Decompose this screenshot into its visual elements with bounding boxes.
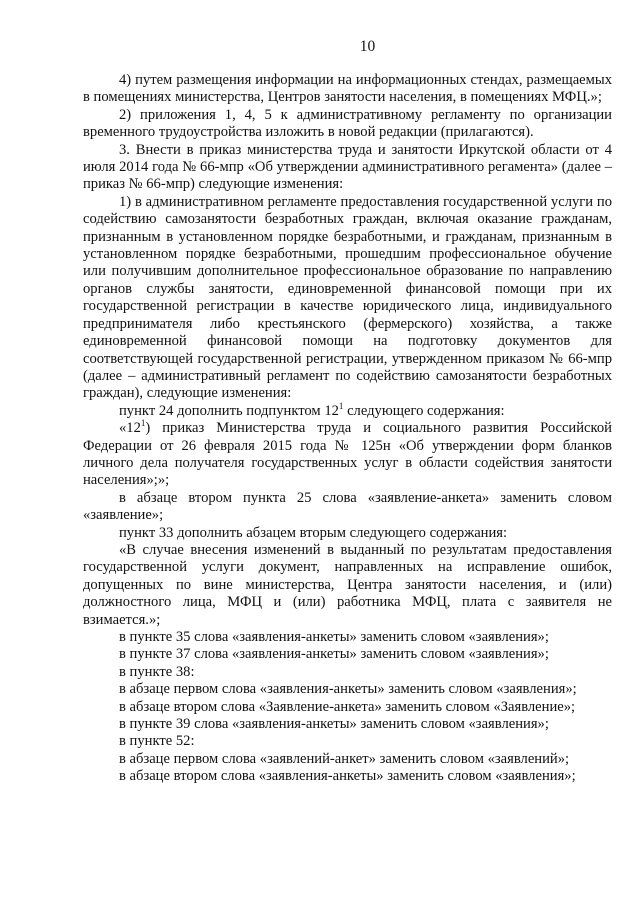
text-fragment: следующего содержания: [343, 402, 505, 419]
paragraph: в абзаце втором пункта 25 слова «заявление-анкета» заменить словом «заявление»; [83, 489, 612, 524]
text-fragment: ) приказ Министерства труда и социального развития Российской Федерации от 26 февраля 2015 года № 125н «Об утверждении форм бланков личного дела получателя государственных услуг в области содействия занятости населения»;»; [83, 420, 612, 489]
paragraph: 2) приложения 1, 4, 5 к административному регламенту по организации временного трудоустройства изложить в новой редакции (прилагаются). [83, 106, 612, 141]
superscript: 1 [338, 400, 344, 411]
paragraph: в пункте 39 слова «заявления-анкеты» заменить словом «заявления»; [119, 716, 549, 733]
text-fragment: пункт 24 дополнить подпунктом 12 [119, 402, 339, 419]
paragraph: 3. Внести в приказ министерства труда и занятости Иркутской области от 4 июля 2014 года № 66-мпр «Об утверждении административного регамента» (далее – приказ № 66-мпр) следующие изменения: [83, 141, 612, 193]
text-fragment: «12 [119, 420, 141, 437]
superscript: 1 [140, 418, 146, 429]
paragraph: в абзаце втором слова «Заявление-анкета» заменить словом «Заявление»; [119, 698, 576, 715]
paragraph: в пункте 52: [119, 733, 195, 750]
paragraph: в абзаце первом слова «заявлений-анкет» заменить словом «заявлений»; [119, 750, 570, 767]
paragraph: в пункте 38: [119, 663, 195, 680]
paragraph: 1) в административном регламенте предоставления государственной услуги по содействию самозанятости безработных граждан, включая оказание гражданам, признанным в установленном порядке безработными, и гражданам, признанным в установленном порядке безработными, прошедшим профессиональное обучение или получившим дополнительное профессиональное образование по направлению органов службы занятости, единовременной финансовой помощи при их государственной регистрации в качестве юридического лица, индивидуального предпринимателя либо крестьянского (фермерского) хозяйства, а также единовременной финансовой помощи на подготовку документов для соответствующей государственной регистрации, утвержденном приказом № 66-мпр (далее – административный регламент по содействию самозанятости безработных граждан), следующие изменения: [83, 193, 612, 402]
paragraph [83, 420, 612, 490]
paragraph: в пункте 35 слова «заявления-анкеты» заменить словом «заявления»; [119, 629, 549, 645]
paragraph [83, 400, 612, 420]
paragraph: в пункте 37 слова «заявления-анкеты» заменить словом «заявления»; [119, 646, 549, 663]
paragraph: «В случае внесения изменений в выданный по результатам предоставления государственной услуги документ, направленных на исправление ошибок, допущенных по вине министерства, Центра занятости населения, и (или) должностного лица, МФЦ и (или) работника МФЦ, плата с заявителя не взимается.»; [83, 541, 612, 628]
paragraph: в абзаце втором слова «заявления-анкеты» заменить словом «заявления»; [119, 768, 576, 785]
paragraph: пункт 33 дополнить абзацем вторым следующего содержания: [119, 524, 508, 541]
paragraph: 4) путем размещения информации на информационных стендах, размещаемых в помещениях министерства, Центров занятости населения, в помещениях МФЦ.»; [83, 72, 612, 106]
page-number: 10 [359, 38, 376, 55]
paragraph: в абзаце первом слова «заявления-анкеты» заменить словом «заявления»; [119, 681, 577, 698]
